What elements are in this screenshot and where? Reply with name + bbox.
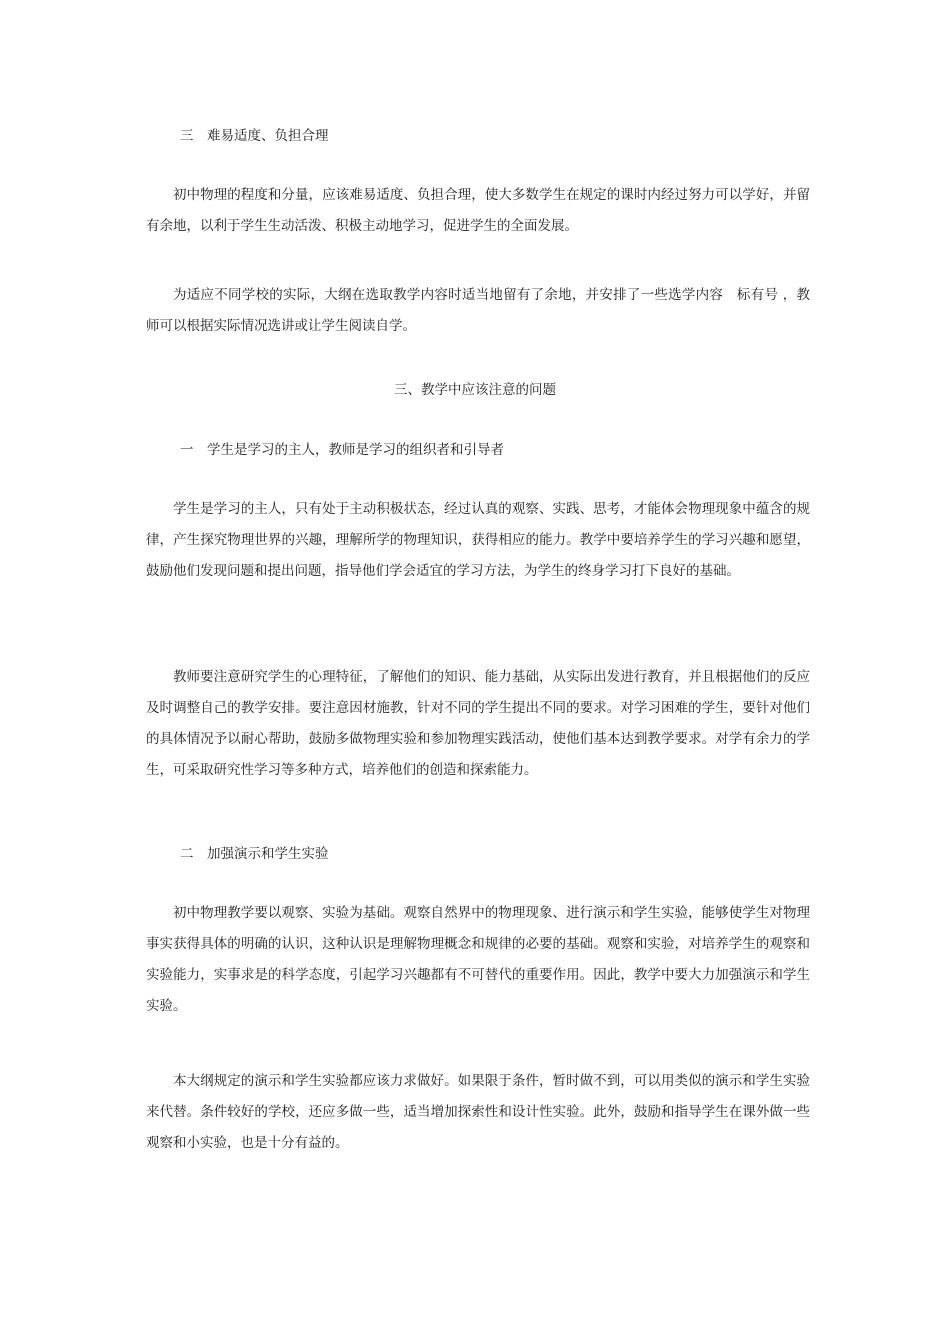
paragraph-difficulty-1: 初中物理的程度和分量，应该难易适度、负担合理，使大多数学生在规定的课时内经过努力可以学好，并留有余地，以利于学生生动活泼、积极主动地学习，促进学生的全面发展。 bbox=[146, 187, 810, 234]
section-heading-difficulty: 三 难易适度、负担合理 bbox=[180, 128, 329, 144]
paragraph-difficulty-2: 为适应不同学校的实际，大纲在选取教学内容时适当地留有了余地，并安排了一些选学内容 标有号 ，教师可以根据实际情况选讲或让学生阅读自学。 bbox=[146, 287, 810, 334]
paragraph-experiments-1: 初中物理教学要以观察、实验为基础。观察自然界中的物理现象、进行演示和学生实验，能够使学生对物理事实获得具体的明确的认识，这种认识是理解物理概念和规律的必要的基础。观察和实验，对培养学生的观察和实验能力，实事求是的科学态度，引起学习兴趣都有不可替代的重要作用。因此，教学中要大力加强演示和学生实验。 bbox=[146, 905, 810, 1014]
paragraph-students-2: 教师要注意研究学生的心理特征，了解他们的知识、能力基础，从实际出发进行教育，并且根据他们的反应及时调整自己的教学安排。要注意因材施教，针对不同的学生提出不同的要求。对学习困难的学生，要针对他们的具体情况予以耐心帮助，鼓励多做物理实验和参加物理实践活动，使他们基本达到教学要求。对学有余力的学生，可采取研究性学习等多种方式，培养他们的创造和探索能力。 bbox=[146, 669, 810, 778]
subsection-heading-experiments: 二 加强演示和学生实验 bbox=[180, 846, 329, 862]
part-heading-teaching-issues: 三、教学中应该注意的问题 bbox=[394, 382, 556, 398]
paragraph-experiments-2: 本大纲规定的演示和学生实验都应该力求做好。如果限于条件，暂时做不到，可以用类似的演示和学生实验来代替。条件较好的学校，还应多做一些，适当增加探索性和设计性实验。此外，鼓励和指导学生在课外做一些观察和小实验，也是十分有益的。 bbox=[146, 1073, 810, 1151]
paragraph-students-1: 学生是学习的主人，只有处于主动积极状态，经过认真的观察、实践、思考，才能体会物理现象中蕴含的规律，产生探究物理世界的兴趣，理解所学的物理知识，获得相应的能力。教学中要培养学生的学习兴趣和愿望，鼓励他们发现问题和提出问题，指导他们学会适宜的学习方法，为学生的终身学习打下良好的基础。 bbox=[146, 501, 810, 579]
subsection-heading-students-masters: 一 学生是学习的主人，教师是学习的组织者和引导者 bbox=[180, 442, 504, 458]
